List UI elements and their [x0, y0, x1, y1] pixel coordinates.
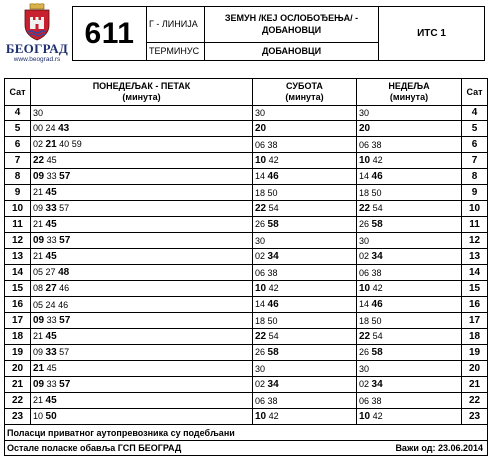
valid-from: Важи од: 23.06.2014 [395, 442, 483, 453]
departure-minute: 30 [359, 363, 370, 374]
terminus-name: ДОБАНОВЦИ [205, 42, 379, 60]
weekday-minutes [31, 409, 253, 425]
departure-minute: 57 [59, 379, 71, 391]
table-row [5, 137, 488, 153]
departure-minute: 46 [371, 171, 383, 183]
departure-minute: 18 [255, 187, 266, 198]
departure-minute: 14 [255, 171, 266, 182]
saturday-minutes [253, 409, 357, 425]
table-row [5, 185, 488, 201]
hour-cell-right: 5 [462, 121, 488, 137]
table-row [5, 313, 488, 329]
hour-cell: 10 [5, 201, 31, 217]
departure-minute: 24 [45, 299, 56, 310]
table-row [5, 233, 488, 249]
departure-minute: 18 [359, 315, 370, 326]
departure-minute: 09 [33, 235, 45, 247]
weekday-minutes [31, 345, 253, 361]
sunday-minutes [357, 281, 462, 297]
departure-minute: 34 [267, 379, 279, 391]
departure-minute: 46 [59, 283, 70, 294]
hour-cell-right: 15 [462, 281, 488, 297]
saturday-minutes [253, 249, 357, 265]
departure-minute: 45 [45, 395, 57, 407]
departure-minute: 02 [359, 379, 370, 390]
departure-minute: 38 [267, 395, 278, 406]
departure-minute: 06 [255, 139, 266, 150]
departure-minute: 09 [33, 315, 45, 327]
departure-minute: 33 [46, 235, 57, 246]
departure-minute: 54 [268, 203, 279, 214]
departure-minute: 54 [372, 331, 383, 342]
sunday-minutes [357, 106, 462, 121]
departure-minute: 33 [46, 379, 57, 390]
table-row [5, 249, 488, 265]
weekday-minutes [31, 217, 253, 233]
saturday-minutes [253, 393, 357, 409]
table-row [5, 217, 488, 233]
saturday-minutes [253, 153, 357, 169]
belgrade-logo [4, 3, 70, 65]
weekday-minutes [31, 361, 253, 377]
hour-cell: 6 [5, 137, 31, 153]
departure-minute: 10 [359, 283, 371, 295]
departure-minute: 30 [33, 108, 44, 119]
hour-cell: 7 [5, 153, 31, 169]
departure-minute: 22 [255, 331, 267, 343]
sunday-minutes [357, 313, 462, 329]
departure-minute: 02 [255, 379, 266, 390]
departure-minute: 06 [359, 267, 370, 278]
departure-minute: 14 [359, 299, 370, 310]
sunday-minutes [357, 265, 462, 281]
sunday-minutes [357, 137, 462, 153]
hour-cell: 9 [5, 185, 31, 201]
header [4, 3, 487, 65]
line-label: Г - ЛИНИЈА [147, 7, 205, 43]
weekday-minutes [31, 377, 253, 393]
coat-of-arms-icon [22, 3, 52, 41]
departure-minute: 42 [372, 283, 383, 294]
logo-url: www.beograd.rs [13, 56, 61, 63]
departure-minute: 38 [267, 139, 278, 150]
departure-minute: 45 [46, 155, 57, 166]
table-row [5, 106, 488, 121]
departure-minute: 20 [255, 123, 267, 135]
departure-minute: 14 [255, 299, 266, 310]
departure-minute: 48 [58, 267, 70, 279]
hour-cell-right: 4 [462, 106, 488, 121]
sunday-minutes [357, 329, 462, 345]
departure-minute: 57 [59, 315, 71, 327]
departure-minute: 30 [255, 363, 266, 374]
departure-minute: 02 [33, 139, 44, 150]
departure-minute: 09 [33, 171, 45, 183]
departure-minute: 58 [267, 347, 279, 359]
departure-minute: 46 [267, 299, 279, 311]
saturday-minutes [253, 185, 357, 201]
table-row [5, 329, 488, 345]
timetable-body [5, 106, 488, 425]
departure-minute: 30 [359, 108, 370, 119]
sunday-minutes [357, 393, 462, 409]
departure-minute: 34 [371, 251, 383, 263]
saturday-minutes [253, 297, 357, 313]
departure-minute: 50 [267, 315, 278, 326]
hour-cell: 12 [5, 233, 31, 249]
departure-minute: 10 [255, 155, 267, 167]
departure-minute: 05 [33, 299, 44, 310]
departure-minute: 38 [267, 267, 278, 278]
saturday-minutes [253, 313, 357, 329]
weekday-minutes [31, 297, 253, 313]
departure-minute: 45 [45, 219, 57, 231]
departure-minute: 50 [267, 187, 278, 198]
departure-minute: 45 [45, 251, 57, 263]
departure-minute: 10 [255, 411, 267, 423]
departure-minute: 26 [255, 219, 266, 230]
weekday-minutes [31, 185, 253, 201]
departure-minute: 21 [33, 219, 44, 230]
weekday-column-header: ПОНЕДЕЉАК - ПЕТАК (минута) [31, 79, 253, 106]
saturday-minutes [253, 217, 357, 233]
departure-minute: 54 [268, 331, 279, 342]
hour-cell-right: 21 [462, 377, 488, 393]
departure-minute: 42 [268, 155, 279, 166]
sunday-minutes [357, 361, 462, 377]
hour-cell-right: 9 [462, 185, 488, 201]
hour-cell-right: 20 [462, 361, 488, 377]
hour-cell-right: 12 [462, 233, 488, 249]
departure-minute: 22 [359, 331, 371, 343]
departure-minute: 58 [371, 347, 383, 359]
departure-minute: 02 [255, 251, 266, 262]
weekday-minutes [31, 265, 253, 281]
weekday-minutes [31, 281, 253, 297]
saturday-minutes [253, 201, 357, 217]
sunday-minutes [357, 249, 462, 265]
departure-minute: 26 [359, 219, 370, 230]
saturday-minutes [253, 106, 357, 121]
system-label: ИТС 1 [379, 7, 485, 61]
departure-minute: 30 [255, 235, 266, 246]
table-row [5, 169, 488, 185]
hour-column-header-right: Сат [462, 79, 488, 106]
weekday-minutes [31, 233, 253, 249]
hour-cell-right: 13 [462, 249, 488, 265]
departure-minute: 06 [255, 395, 266, 406]
terminus-label: ТЕРМИНУС [147, 42, 205, 60]
private-operator-note: Поласци приватног аутопревозника су подебљани [5, 425, 488, 440]
weekday-minutes [31, 313, 253, 329]
sunday-minutes [357, 345, 462, 361]
table-row [5, 153, 488, 169]
departure-minute: 22 [33, 155, 45, 167]
hour-cell-right: 11 [462, 217, 488, 233]
departure-minute: 10 [33, 411, 44, 422]
sunday-minutes [357, 233, 462, 249]
line-number: 611 [73, 7, 147, 61]
table-row [5, 377, 488, 393]
departure-minute: 57 [59, 203, 70, 214]
gsp-note-text: Остале поласке обавља ГСП БЕОГРАД [7, 442, 182, 453]
weekday-minutes [31, 201, 253, 217]
departure-minute: 24 [45, 123, 56, 134]
hour-cell: 5 [5, 121, 31, 137]
saturday-minutes [253, 137, 357, 153]
hour-cell-right: 19 [462, 345, 488, 361]
hour-cell-right: 18 [462, 329, 488, 345]
header-grid [72, 6, 485, 61]
weekday-minutes [31, 153, 253, 169]
hour-cell: 14 [5, 265, 31, 281]
sunday-minutes [357, 153, 462, 169]
hour-cell: 18 [5, 329, 31, 345]
hour-cell: 23 [5, 409, 31, 425]
hour-cell-right: 10 [462, 201, 488, 217]
departure-minute: 00 [33, 123, 44, 134]
departure-minute: 09 [33, 379, 45, 391]
departure-minute: 38 [371, 267, 382, 278]
departure-minute: 18 [255, 315, 266, 326]
departure-minute: 30 [359, 235, 370, 246]
departure-minute: 20 [359, 123, 371, 135]
hour-cell-right: 14 [462, 265, 488, 281]
weekday-minutes [31, 121, 253, 137]
departure-minute: 33 [46, 171, 57, 182]
departure-minute: 38 [371, 395, 382, 406]
sunday-minutes [357, 217, 462, 233]
departure-minute: 45 [45, 187, 57, 199]
departure-minute: 27 [45, 283, 57, 295]
table-row [5, 121, 488, 137]
departure-minute: 10 [359, 155, 371, 167]
hour-cell: 13 [5, 249, 31, 265]
sunday-minutes [357, 185, 462, 201]
weekday-minutes [31, 106, 253, 121]
departure-minute: 33 [46, 315, 57, 326]
saturday-minutes [253, 361, 357, 377]
weekday-minutes [31, 329, 253, 345]
departure-minute: 57 [59, 235, 71, 247]
table-row [5, 361, 488, 377]
departure-minute: 05 [33, 267, 44, 278]
saturday-minutes [253, 377, 357, 393]
departure-minute: 22 [359, 203, 371, 215]
hour-column-header: Сат [5, 79, 31, 106]
table-row [5, 409, 488, 425]
departure-minute: 34 [371, 379, 383, 391]
departure-minute: 46 [371, 299, 383, 311]
table-row [5, 297, 488, 313]
saturday-minutes [253, 345, 357, 361]
departure-minute: 54 [372, 203, 383, 214]
departure-minute: 06 [255, 267, 266, 278]
gsp-note [5, 440, 488, 455]
departure-minute: 42 [372, 155, 383, 166]
departure-minute: 43 [58, 123, 70, 135]
route-name: ЗЕМУН /КЕЈ ОСЛОБОЂЕЊА/ - ДОБАНОВЦИ [205, 7, 379, 43]
departure-minute: 50 [371, 187, 382, 198]
saturday-minutes [253, 121, 357, 137]
departure-minute: 08 [33, 283, 44, 294]
table-row [5, 265, 488, 281]
departure-minute: 33 [45, 347, 57, 359]
departure-minute: 57 [59, 171, 71, 183]
hour-cell: 8 [5, 169, 31, 185]
departure-minute: 18 [359, 187, 370, 198]
departure-minute: 42 [268, 411, 279, 422]
hour-cell: 19 [5, 345, 31, 361]
departure-minute: 45 [46, 363, 57, 374]
hour-cell-right: 7 [462, 153, 488, 169]
departure-minute: 21 [33, 251, 44, 262]
saturday-column-header: СУБОТА (минута) [253, 79, 357, 106]
departure-minute: 58 [267, 219, 279, 231]
departure-minute: 46 [267, 171, 279, 183]
hour-cell-right: 17 [462, 313, 488, 329]
departure-minute: 57 [59, 347, 70, 358]
departure-minute: 46 [58, 299, 69, 310]
departure-minute: 40 [59, 139, 70, 150]
hour-cell-right: 16 [462, 297, 488, 313]
departure-minute: 50 [371, 315, 382, 326]
sunday-column-header: НЕДЕЉА (минута) [357, 79, 462, 106]
departure-minute: 22 [255, 203, 267, 215]
hour-cell: 4 [5, 106, 31, 121]
weekday-minutes [31, 137, 253, 153]
departure-minute: 10 [359, 411, 371, 423]
departure-minute: 21 [33, 395, 44, 406]
departure-minute: 21 [33, 363, 45, 375]
hour-cell: 15 [5, 281, 31, 297]
hour-cell: 21 [5, 377, 31, 393]
departure-minute: 59 [71, 139, 82, 150]
sunday-minutes [357, 121, 462, 137]
saturday-minutes [253, 233, 357, 249]
departure-minute: 14 [359, 171, 370, 182]
hour-cell: 20 [5, 361, 31, 377]
departure-minute: 26 [359, 347, 370, 358]
sunday-minutes [357, 377, 462, 393]
weekday-minutes [31, 169, 253, 185]
departure-minute: 58 [371, 219, 383, 231]
logo-text: БЕОГРАД [5, 41, 69, 56]
hour-cell: 16 [5, 297, 31, 313]
hour-cell: 17 [5, 313, 31, 329]
hour-cell-right: 6 [462, 137, 488, 153]
hour-cell-right: 22 [462, 393, 488, 409]
departure-minute: 30 [255, 108, 266, 119]
departure-minute: 21 [33, 331, 44, 342]
departure-minute: 09 [33, 203, 44, 214]
departure-minute: 26 [255, 347, 266, 358]
departure-minute: 42 [268, 283, 279, 294]
departure-minute: 21 [33, 187, 44, 198]
saturday-minutes [253, 329, 357, 345]
departure-minute: 42 [372, 411, 383, 422]
weekday-minutes [31, 249, 253, 265]
weekday-minutes [31, 393, 253, 409]
hour-cell: 22 [5, 393, 31, 409]
sunday-minutes [357, 169, 462, 185]
departure-minute: 27 [45, 267, 56, 278]
departure-minute: 33 [45, 203, 57, 215]
saturday-minutes [253, 281, 357, 297]
departure-minute: 02 [359, 251, 370, 262]
departure-minute: 38 [371, 139, 382, 150]
hour-cell: 11 [5, 217, 31, 233]
table-row [5, 281, 488, 297]
sunday-minutes [357, 297, 462, 313]
departure-minute: 21 [45, 139, 57, 151]
table-row [5, 393, 488, 409]
saturday-minutes [253, 169, 357, 185]
sunday-minutes [357, 409, 462, 425]
departure-minute: 50 [45, 411, 57, 423]
table-row [5, 201, 488, 217]
departure-minute: 10 [255, 283, 267, 295]
departure-minute: 06 [359, 139, 370, 150]
sunday-minutes [357, 201, 462, 217]
departure-minute: 06 [359, 395, 370, 406]
departure-minute: 34 [267, 251, 279, 263]
saturday-minutes [253, 265, 357, 281]
departure-minute: 09 [33, 347, 44, 358]
timetable [4, 78, 488, 456]
departure-minute: 45 [45, 331, 57, 343]
hour-cell-right: 23 [462, 409, 488, 425]
table-row [5, 345, 488, 361]
hour-cell-right: 8 [462, 169, 488, 185]
